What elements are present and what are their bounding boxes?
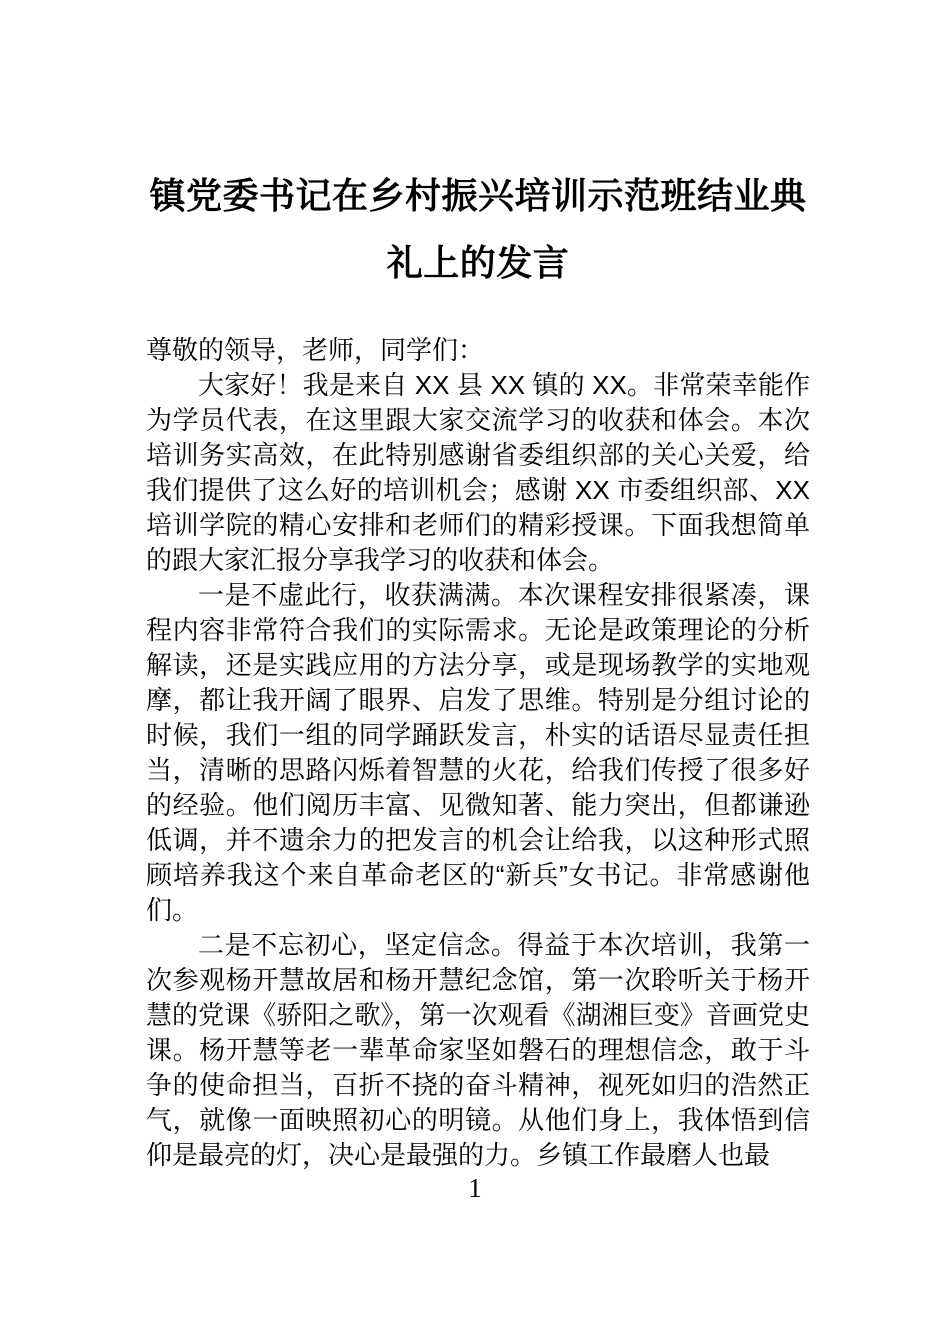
paragraph-point-one: 一是不虚此行，收获满满。本次课程安排很紧凑，课程内容非常符合我们的实际需求。无论是政策理论的分析解读，还是实践应用的方法分享，或是现场教学的实地观摩，都让我开阔了眼界、启发了思维。特别是分组讨论的时候，我们一组的同学踊跃发言，朴实的话语尽显责任担当，清晰的思路闪烁着智慧的火花，给我们传授了很多好的经验。他们阅历丰富、见微知著、能力突出，但都谦逊低调，并不遗余力的把发言的机会让给我，以这种形式照顾培养我这个来自革命老区的“新兵”女书记。非常感谢他们。 [146,580,810,925]
title-line-2: 礼上的发言 [386,242,570,283]
paragraph-salutation: 尊敬的领导，老师，同学们： [146,335,485,365]
document-title [146,162,810,296]
page-number: 1 [468,1173,482,1203]
paragraph-point-two: 二是不忘初心，坚定信念。得益于本次培训，我第一次参观杨开慧故居和杨开慧纪念馆，第一次聆听关于杨开慧的党课《骄阳之歌》，第一次观看《湖湘巨变》音画党史课。杨开慧等老一辈革命家坚如磐石的理想信念，敢于斗争的使命担当，百折不挠的奋斗精神，视死如归的浩然正气，就像一面映照初心的明镜。从他们身上，我体悟到信仰是最亮的灯，决心是最强的力。乡镇工作最磨人也最 [146,930,810,1170]
paragraph-opening: 大家好！我是来自 XX 县 XX 镇的 XX。非常荣幸能作为学员代表，在这里跟大家交流学习的收获和体会。本次培训务实高效，在此特别感谢省委组织部的关心关爱，给我们提供了这么好的培训机会；感谢 XX 市委组织部、XX 培训学院的精心安排和老师们的精彩授课。下面我想简单的跟大家汇报分享我学习的收获和体会。 [146,370,810,575]
title-line-1: 镇党委书记在乡村振兴培训示范班结业典 [149,175,807,216]
document-body [146,333,810,1173]
